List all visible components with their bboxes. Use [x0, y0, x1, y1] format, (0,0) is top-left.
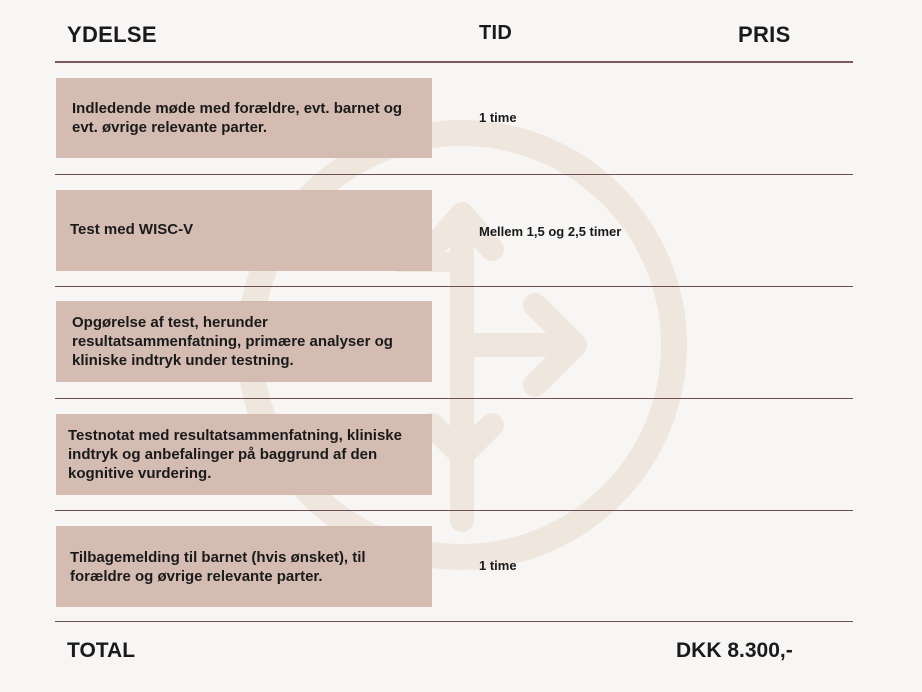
- service-box-2: [56, 190, 432, 271]
- service-box-1: [56, 78, 432, 158]
- total-label: TOTAL: [67, 639, 136, 662]
- row-divider: [55, 510, 853, 511]
- service-text: Test med WISC-V: [70, 221, 194, 238]
- service-box-5: [56, 526, 432, 607]
- time-value-5: 1 time: [479, 558, 517, 573]
- header-divider: [55, 61, 853, 63]
- service-text: Testnotat med resultatsammenfatning, kliniske indtryk og anbefalinger på baggrund af den kognitive vurdering.: [68, 427, 402, 482]
- column-header-pris: PRIS: [738, 22, 791, 47]
- row-divider: [55, 621, 853, 622]
- total-price: DKK 8.300,-: [676, 639, 793, 662]
- row-divider: [55, 286, 853, 287]
- column-header-ydelse: YDELSE: [67, 22, 157, 47]
- service-text: Indledende møde med forældre, evt. barnet og evt. øvrige relevante parter.: [72, 100, 403, 136]
- time-value-2: Mellem 1,5 og 2,5 timer: [479, 224, 622, 239]
- service-box-4: [56, 414, 432, 495]
- service-text: Opgørelse af test, herunder resultatsammenfatning, primære analyser og kliniske indtryk under testning.: [72, 314, 393, 369]
- row-divider: [55, 174, 853, 175]
- column-header-tid: TID: [479, 22, 513, 44]
- time-value-1: 1 time: [479, 110, 517, 125]
- row-divider: [55, 398, 853, 399]
- service-box-3: [56, 301, 432, 382]
- service-text: Tilbagemelding til barnet (hvis ønsket), til forældre og øvrige relevante parter.: [70, 548, 366, 585]
